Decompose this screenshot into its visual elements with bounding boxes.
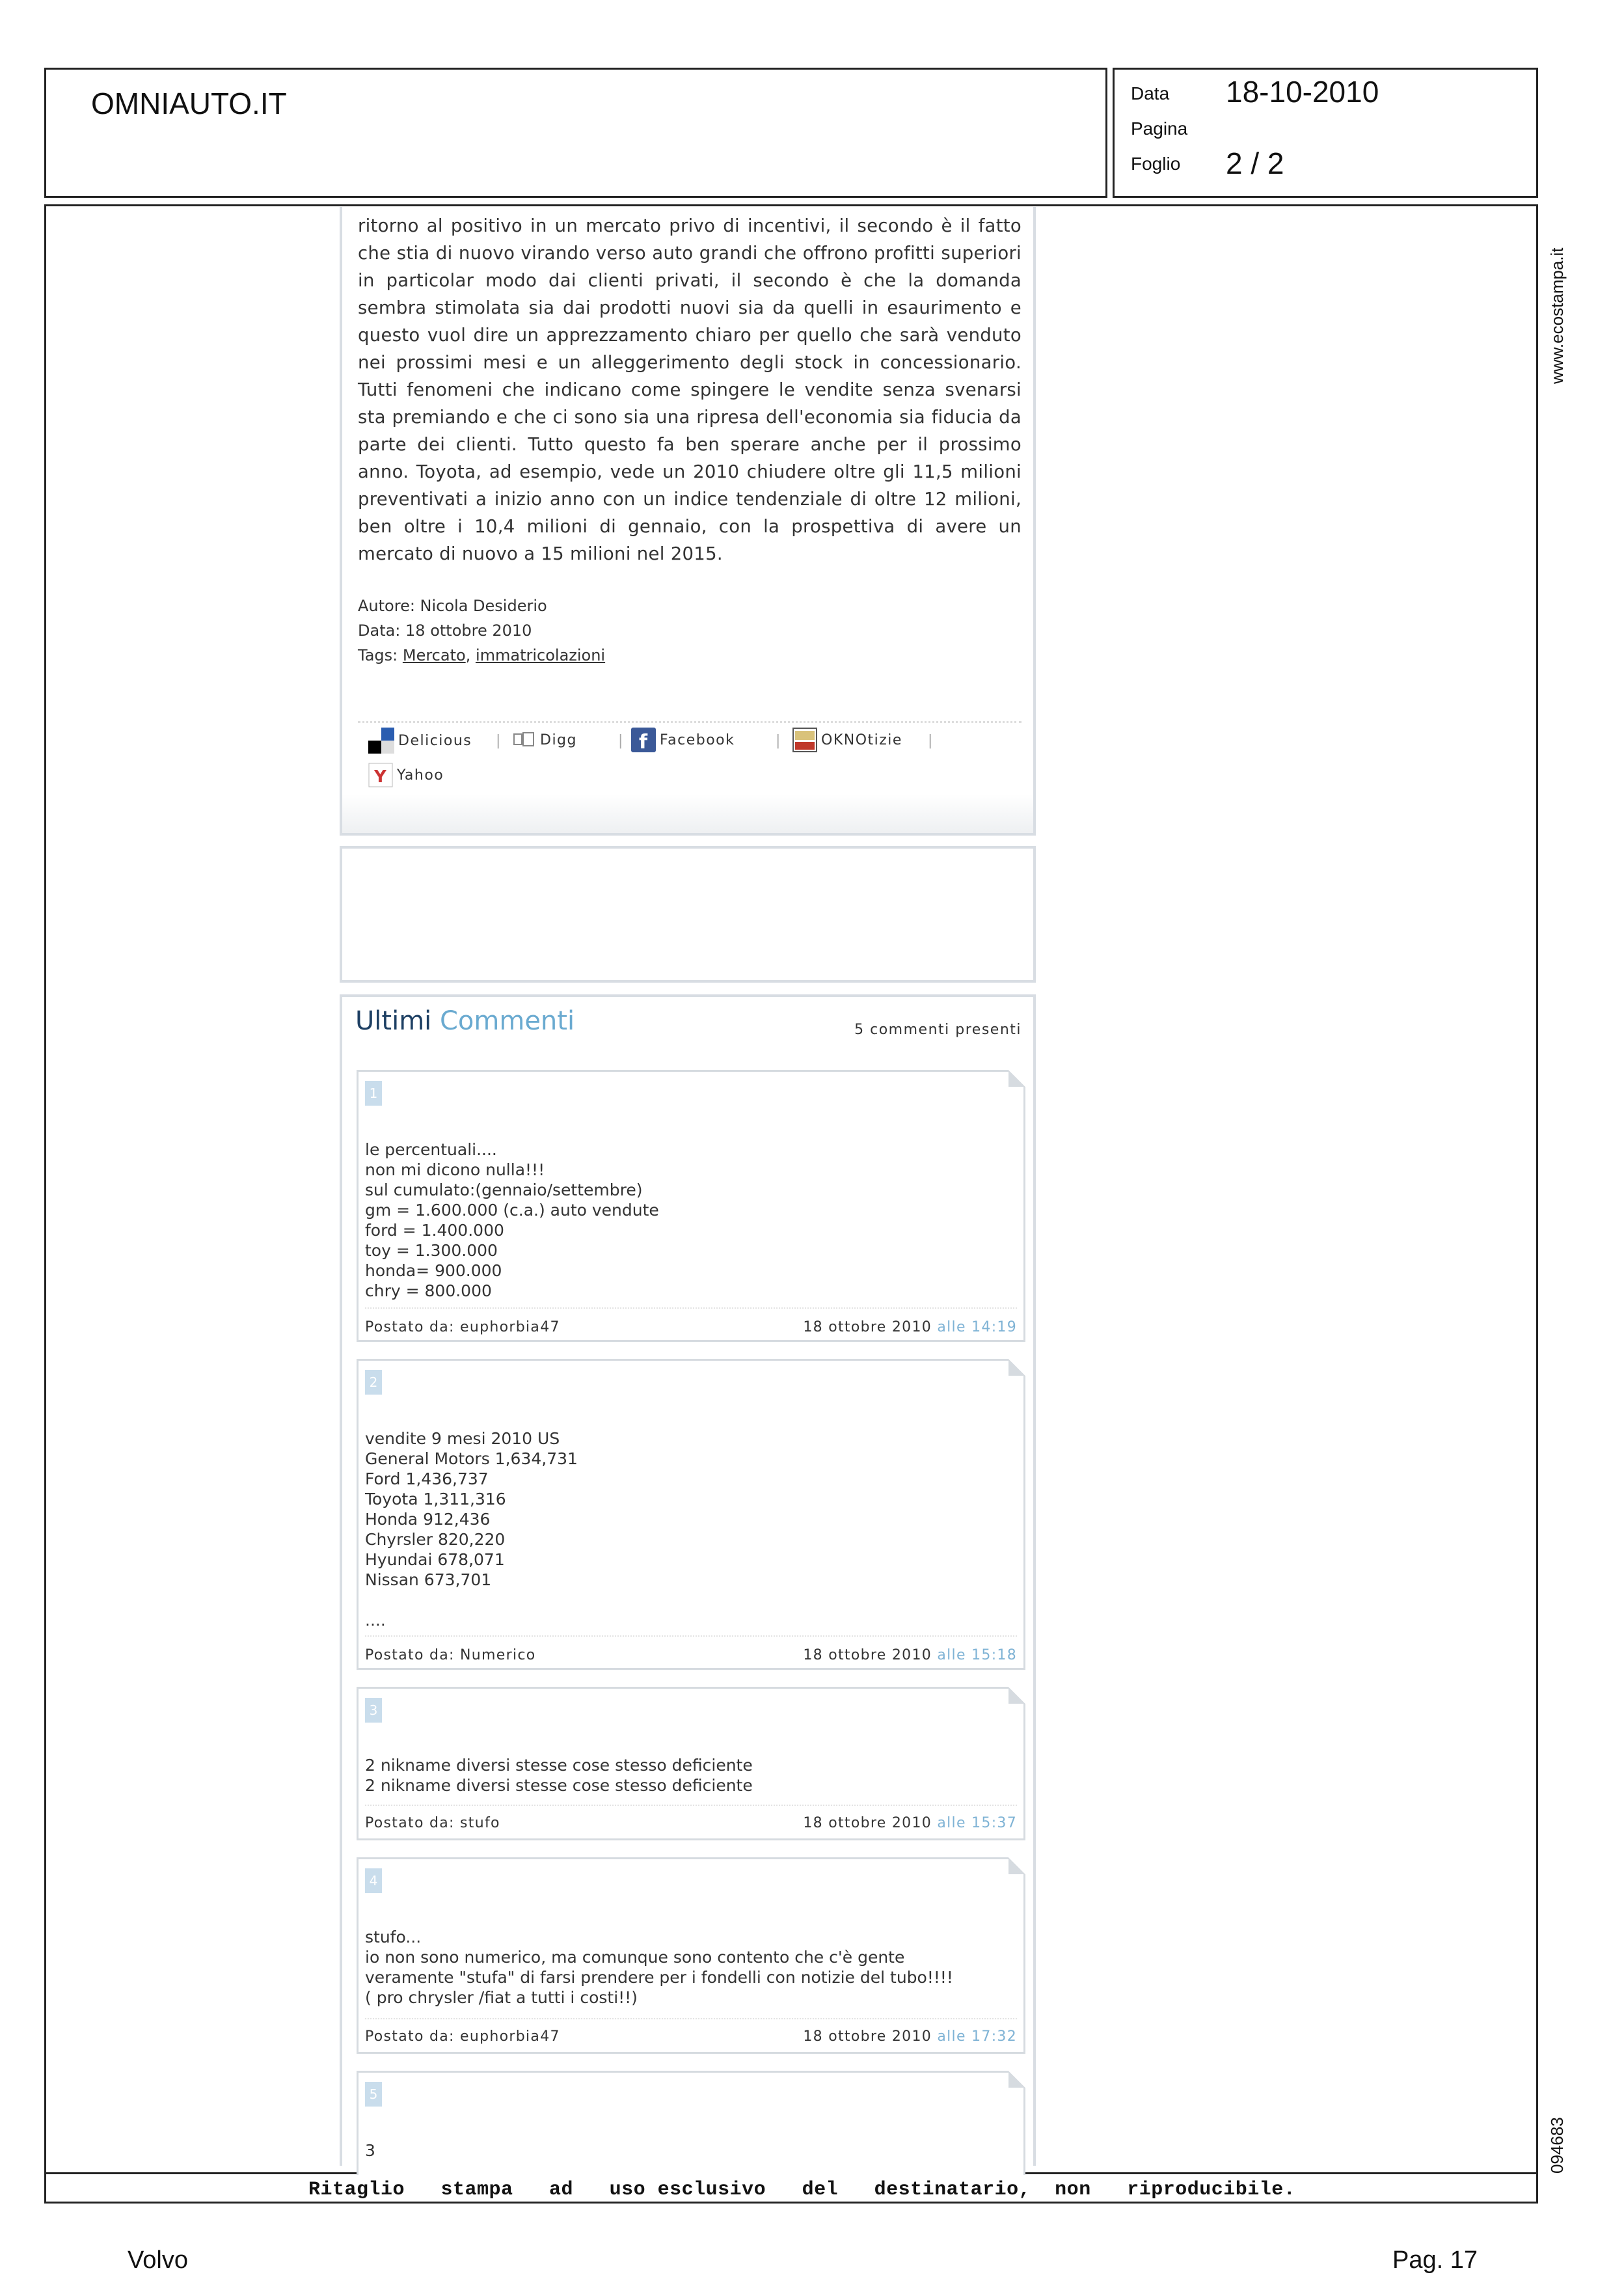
comment-text: vendite 9 mesi 2010 US General Motors 1,634,731 Ford 1,436,737 Toyota 1,311,316 Honda 912,436 Chyrsler 820,220 Hyundai 678,071 Nissan 673,701 .... (365, 1429, 578, 1630)
comment-time: alle 17:32 (937, 2028, 1017, 2045)
comment-text: 2 nikname diversi stesse cose stesso deficiente 2 nikname diversi stesse cose stesso deficiente (365, 1756, 753, 1795)
comment-card (357, 1687, 1025, 1840)
comment-time: alle 14:19 (937, 1319, 1017, 1335)
reproduction-disclaimer: Ritaglio stampa ad uso esclusivo del destinatario, non riproducibile. (308, 2179, 1296, 2201)
share-yahoo[interactable] (368, 763, 444, 787)
comment-text: 3 (365, 2141, 375, 2160)
article-author: Autore: Nicola Desiderio (358, 597, 547, 615)
article-tags (358, 643, 605, 668)
page-fold-icon (1008, 1070, 1025, 1087)
share-divider (358, 721, 1022, 723)
comment-divider (365, 1307, 1017, 1309)
comment-footer (365, 1647, 1017, 1663)
comment-card (357, 1359, 1025, 1670)
comment-date: 18 ottobre 2010 (803, 1319, 932, 1335)
comment-date: 18 ottobre 2010 (803, 2028, 932, 2045)
share-separator: | (928, 733, 934, 749)
comment-number: 4 (365, 1868, 382, 1893)
share-facebook[interactable] (631, 728, 735, 752)
page-number: Pag. 17 (1392, 2246, 1478, 2274)
comment-author: Postato da: euphorbia47 (365, 1319, 560, 1335)
tag-link-mercato[interactable]: Mercato (402, 646, 466, 664)
article-card (340, 207, 1036, 836)
comment-number: 1 (365, 1081, 382, 1106)
pagina-label: Pagina (1131, 118, 1188, 139)
comments-section (340, 994, 1036, 2166)
foglio-value: 2 / 2 (1226, 146, 1284, 180)
comment-author: Postato da: Numerico (365, 1647, 536, 1663)
page-fold-icon (1008, 1687, 1025, 1704)
share-label-delicious: Delicious (398, 732, 472, 749)
foglio-label: Foglio (1131, 154, 1181, 174)
share-oknotizie[interactable] (792, 728, 902, 752)
comment-time: alle 15:18 (937, 1647, 1017, 1663)
comments-title (355, 1006, 575, 1036)
comment-card (357, 2071, 1025, 2175)
yahoo-icon (368, 763, 393, 787)
brand-label: Volvo (128, 2246, 188, 2274)
comment-footer (365, 2028, 1017, 2045)
data-label: Data (1131, 83, 1170, 103)
data-value: 18-10-2010 (1226, 75, 1379, 109)
page-fold-icon (1008, 2071, 1025, 2088)
share-label-digg: Digg (540, 731, 577, 748)
svg-text:Y: Y (374, 767, 388, 787)
page-fold-icon (1008, 1359, 1025, 1376)
delicious-icon (368, 728, 394, 754)
share-separator: | (496, 733, 502, 749)
svg-text:f: f (639, 731, 649, 752)
share-separator: | (618, 733, 624, 749)
share-label-oknotizie: OKNOtizie (821, 731, 902, 748)
comment-date: 18 ottobre 2010 (803, 1815, 932, 1831)
share-delicious[interactable] (368, 728, 472, 754)
article-meta (358, 594, 605, 668)
website-vertical: www.ecostampa.it (1547, 247, 1567, 384)
article-body: ritorno al positivo in un mercato privo di incentivi, il secondo è il fatto che stia di nuovo virando verso auto grandi che offrono profitti superiori in particolar modo dai clienti privati, il secondo è che la domanda sembra stimolata sia dai prodotti nuovi sia da quelli in esaurimento e questo vuol dire un apprezzamento chiaro per quello che sarà venduto nei prossimi mesi e un alleggerimento degli stock in concessionario. Tutti fenomeni che indicano come spingere le vendite senza svenarsi sta premiando e che ci sono sia una ripresa dell'economia sia fiducia da parte dei clienti. Tutto questo fa ben sperare anche per il prossimo anno. Toyota, ad esempio, vede un 2010 chiudere oltre gli 11,5 milioni preventivati a inizio anno con un indice tendenziale di oltre 12 milioni, ben oltre i 10,4 milioni di gennaio, con la prospettiva di avere un mercato di nuovo a 15 milioni nel 2015. (358, 215, 1022, 564)
comment-author: Postato da: stufo (365, 1815, 500, 1831)
comment-number: 3 (365, 1698, 382, 1723)
ad-placeholder-box (340, 846, 1036, 983)
tags-separator: , (465, 646, 476, 664)
comment-card (357, 1857, 1025, 2054)
comment-time: alle 15:37 (937, 1815, 1017, 1831)
comment-divider (365, 2018, 1017, 2019)
comment-divider (365, 1635, 1017, 1637)
tags-label: Tags: (358, 646, 403, 664)
archive-code-vertical: 094683 (1547, 2117, 1567, 2174)
comment-text: stufo... io non sono numerico, ma comunque sono contento che c'è gente veramente "stufa" di farsi prendere per i fondelli con notizie del tubo!!!! ( pro chrysler /fiat a tutti i costi!!) (365, 1928, 953, 2007)
comments-count: 5 commenti presenti (854, 1022, 1022, 1038)
comment-footer (365, 1319, 1017, 1335)
comment-divider (365, 1805, 1017, 1806)
comment-author: Postato da: euphorbia47 (365, 2028, 560, 2045)
facebook-icon (631, 728, 656, 752)
digg-icon (513, 730, 536, 750)
comment-text: le percentuali.... non mi dicono nulla!!! sul cumulato:(gennaio/settembre) gm = 1.600.000 (c.a.) auto vendute ford = 1.400.000 toy = 1.300.000 honda= 900.000 chry = 800.000 (365, 1140, 659, 1300)
publication-name: OMNIAUTO.IT (91, 87, 287, 120)
article-date: Data: 18 ottobre 2010 (358, 621, 532, 640)
page-fold-icon (1008, 1857, 1025, 1874)
share-label-yahoo: Yahoo (397, 767, 444, 784)
comments-title-part2: Commenti (439, 1006, 575, 1036)
article-card-bottom-gradient (342, 794, 1033, 833)
comment-card (357, 1070, 1025, 1342)
comment-number: 2 (365, 1370, 382, 1395)
tag-link-immatricolazioni[interactable]: immatricolazioni (475, 646, 606, 664)
comment-footer (365, 1815, 1017, 1831)
share-digg[interactable] (513, 730, 577, 750)
share-separator: | (776, 733, 781, 749)
oknotizie-icon (792, 728, 817, 752)
comments-title-part1: Ultimi (355, 1006, 432, 1036)
share-label-facebook: Facebook (660, 731, 735, 748)
comment-date: 18 ottobre 2010 (803, 1647, 932, 1663)
comment-number: 5 (365, 2082, 382, 2107)
